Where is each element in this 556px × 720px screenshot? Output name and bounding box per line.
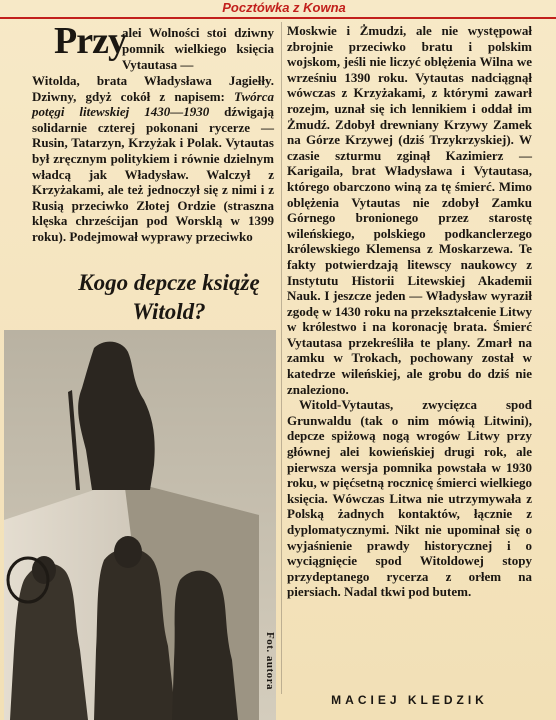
right-paragraph-1: Moskwie i Żmudzi, ale nie występował zbrojnie przeciwko bratu i polskim wojskom, jeśli nie liczyć oblężenia Wilna we wrześniu 1390 roku. Vytautas nadciągnął wówczas z Krzyżakami, z którymi zawarł rozejm, uznał się ich lennikiem i oddał im Żmudź. Zdobył drewniany Krzywy Zamek na Górze Krzywej (dziś Trzykrzyskiej). W czasie szturmu zginął Kazimierz — Karigaila, brat Władysława i Vytautasa, którego obarczono winą za tę śmierć. Mimo oblężenia Vytautas nie zdobył Zamku Górnego bronionego przez starostę wileńskiego, polskiego podkanclerzego królewskiego Klemensa z Moskarzewa. Te fakty potwierdzają litewscy naukowcy z Instytutu Historii Litewskiej Akademii Nauk. I jeszcze jeden — Władysław wyraził zgodę w 1430 roku na przekształcenie Litwy w królestwo i na koronację brata. Śmierć Vytautasa przekreśliła te plany. Zmarł na zamku w Trokach, pochowany został w katedrze wileńskiej, ale grobu do dziś nie znaleziono. xyxy=(287,23,532,397)
lead-text-b: dźwigają solidarnie czterej pokonani rycerze — Rusin, Tatarzyn, Krzyżak i Polak. Vytautas był zręcznym politykiem i równie dzielnym władcą jak Władysław. Walczył z Krzyżakami, ale też jednoczył się z nimi i z Rusią przeciwko Złotej Ordzie (straszna klęska chrześcijan pod Worsklą w 1399 roku). Podejmował wyprawy przeciwko xyxy=(32,104,274,244)
lead-paragraph-start: alei Wolności stoi dziwny pomnik wielkiego księcia Vytautasa — xyxy=(122,25,274,72)
column-divider xyxy=(281,22,282,694)
headline: Kogo depcze książę Witold? xyxy=(78,270,260,324)
dropcap-word: Przy xyxy=(54,20,126,62)
header-rule xyxy=(0,17,556,19)
right-column-text xyxy=(287,23,532,600)
monument-inscription: Twórca potęgi litewskiej 1430—1930 xyxy=(32,88,274,120)
author-byline: MACIEJ KLEDZIK xyxy=(331,693,488,707)
lead-text-a: Witolda, brata Władysława Jagiełły. Dziwny, gdyż cokół z napisem: xyxy=(32,73,274,104)
right-paragraph-2: Witold-Vytautas, zwycięzca spod Grunwaldu (tak o nim mówią Litwini), depcze spiżową nogą wrogów Litwy przy głównej alei kowieńskiej drugi rok, ale pierwsza wersja pomnika powstała w 1930 roku, w pięćsetną rocznicę śmierci wielkiego księcia. Wówczas Litwa nie utrzymywała z Polską żadnych kontaktów, łącznie z dyplomatycznymi. Nikt nie upominał się o wyjaśnienie prawdy historycznej i o wyciągnięcie spod Witoldowej stopy przydeptanego rycerza z orłem na piersiach. Nadal tkwi pod butem. xyxy=(287,397,532,600)
lead-paragraph xyxy=(32,73,274,245)
section-label: Pocztówka z Kowna xyxy=(222,0,346,15)
photo-credit: Fot. autora xyxy=(264,632,276,691)
monument-photo xyxy=(4,330,276,720)
